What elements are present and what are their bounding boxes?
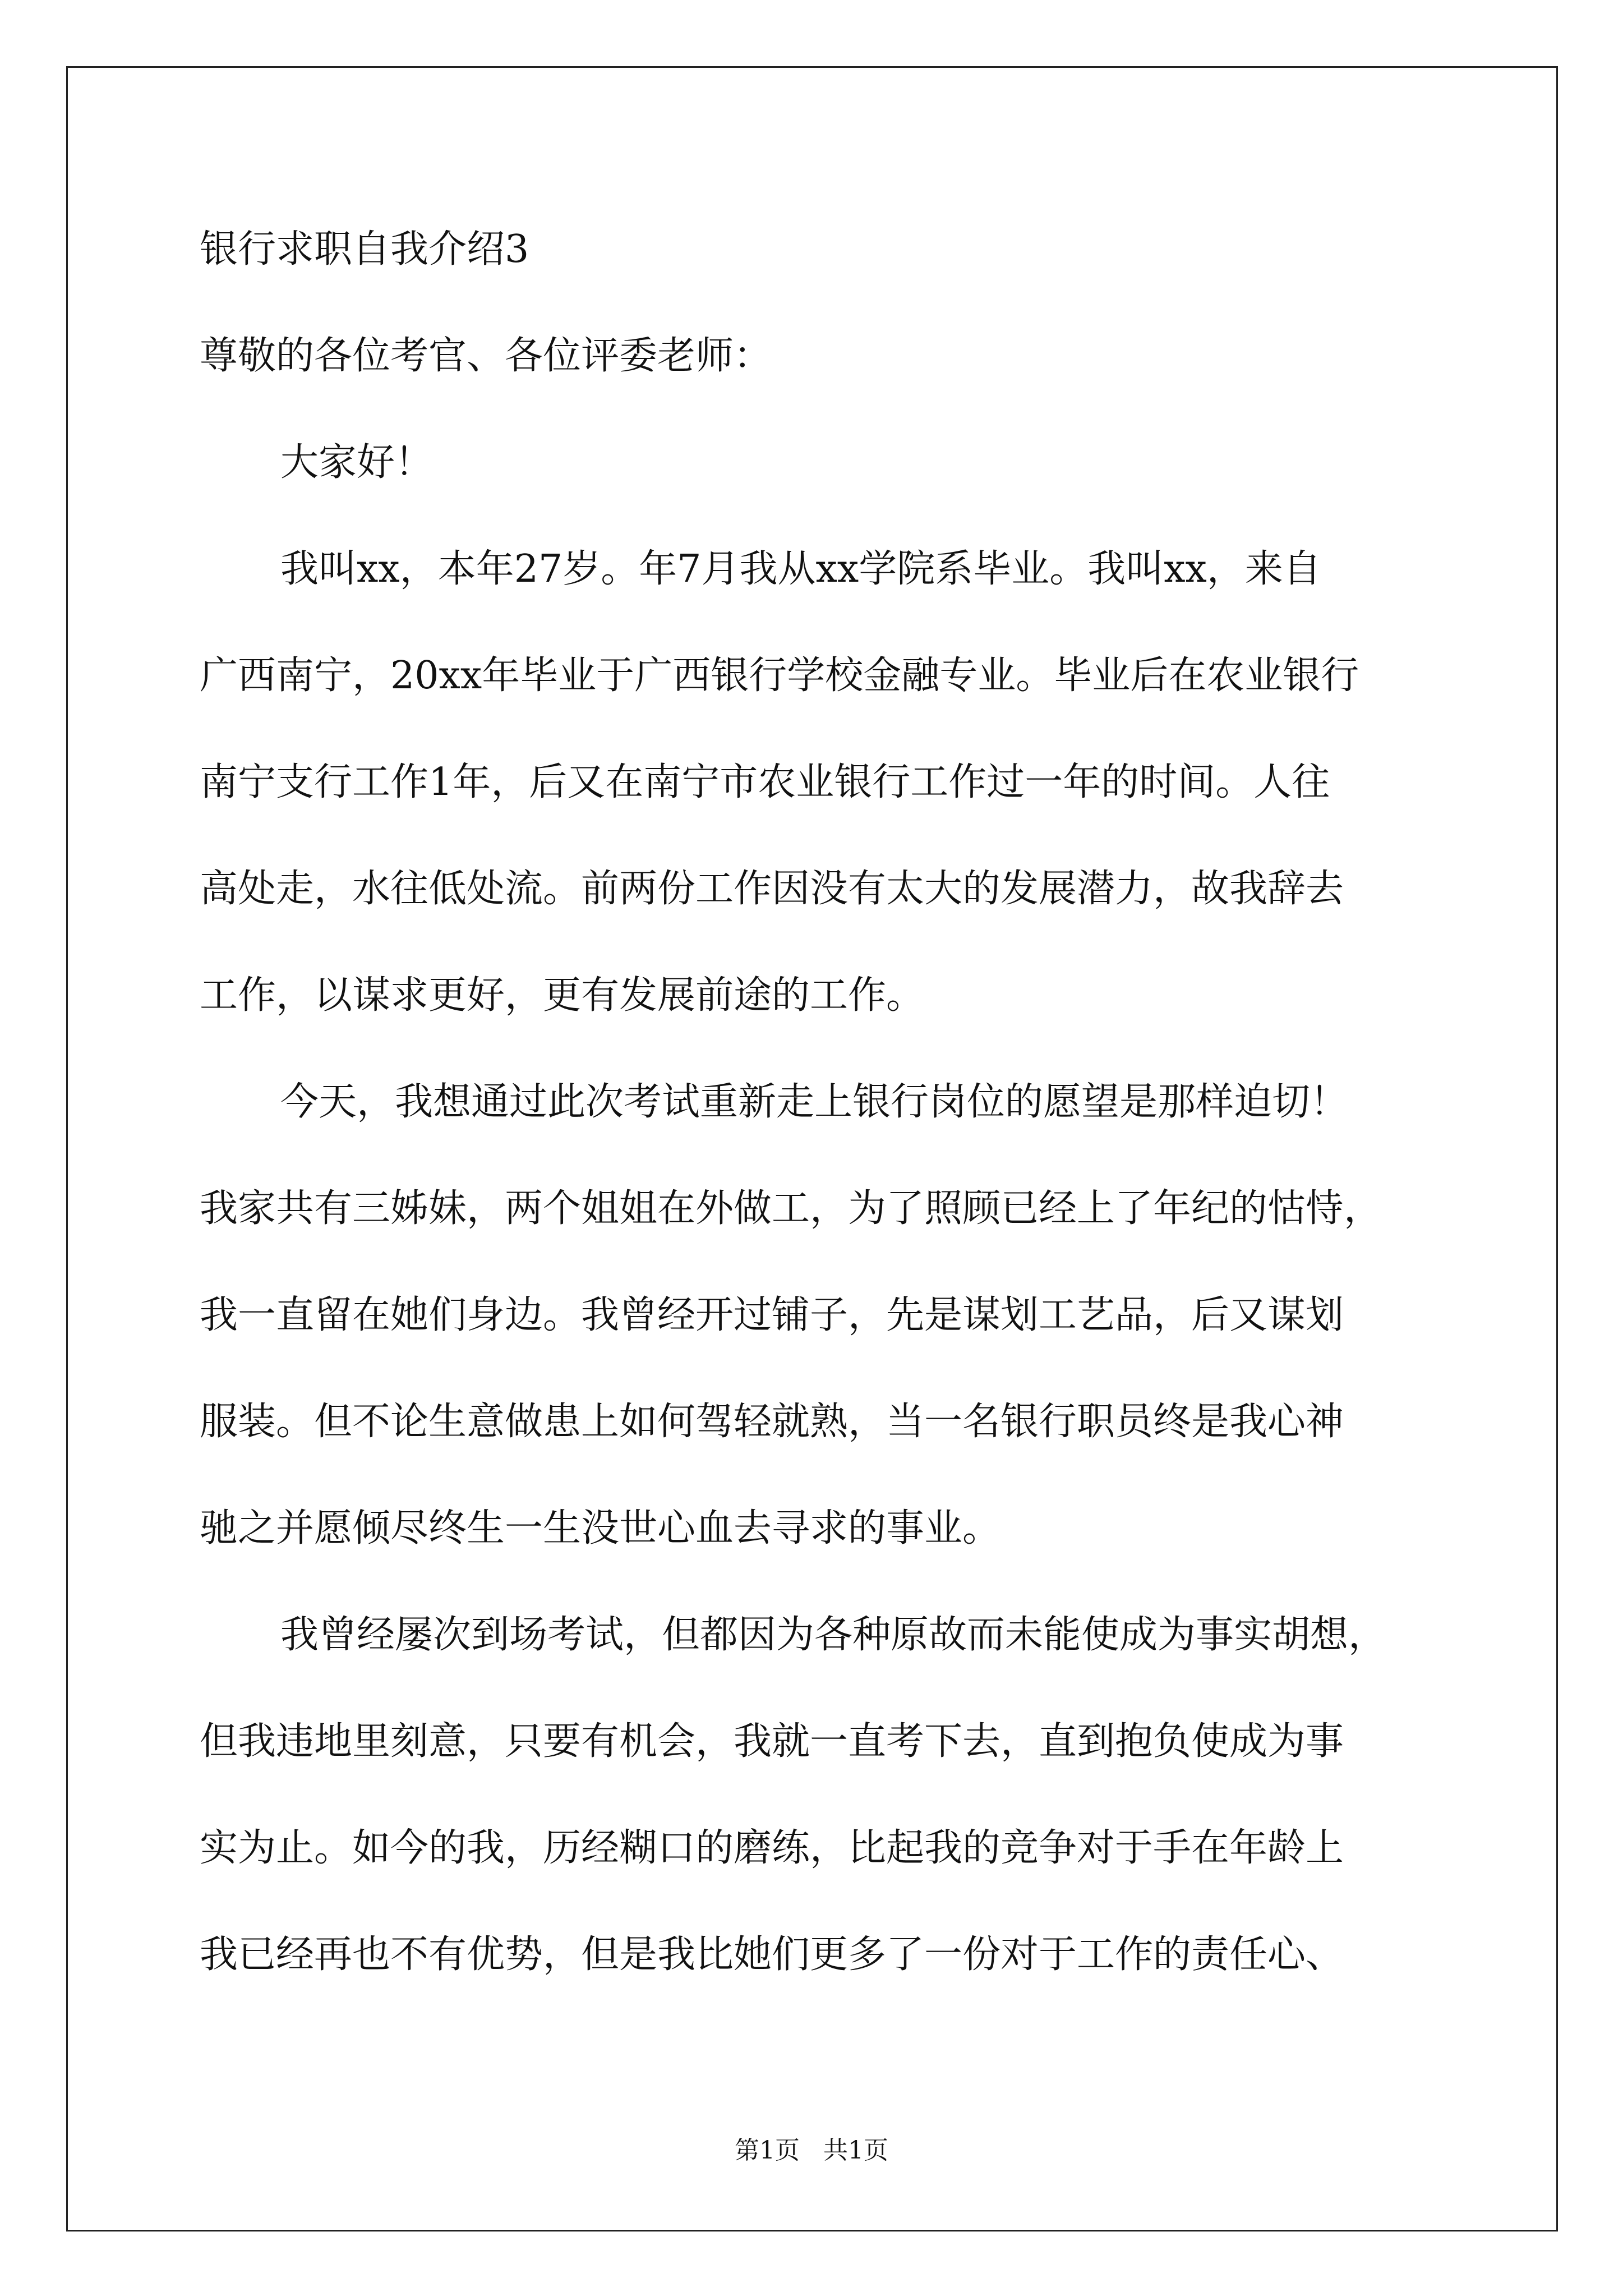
page-number-footer: 第1页 共1页 — [735, 2136, 888, 2165]
paragraph2-line1: 今天，我想通过此次考试重新走上银行岗位的愿望是那样迫切！ — [280, 1080, 1349, 1124]
paragraph1-line2: 广西南宁，20xx年毕业于广西银行学校金融专业。毕业后在农业银行 — [200, 654, 1359, 698]
greeting: 大家好！ — [280, 440, 434, 485]
salutation: 尊敬的各位考官、各位评委老师： — [200, 334, 772, 378]
page-border — [66, 66, 1558, 2231]
paragraph1-line1: 我叫xx，本年27岁。年7月我从xx学院系毕业。我叫xx，来自 — [280, 547, 1321, 591]
paragraph1-line5: 工作，以谋求更好，更有发展前途的工作。 — [200, 973, 925, 1018]
paragraph2-line4: 服装。但不论生意做患上如何驾轻就熟，当一名银行职员终是我心神 — [200, 1400, 1344, 1444]
paragraph3-line4: 我已经再也不有优势，但是我比她们更多了一份对于工作的责任心、 — [200, 1932, 1344, 1977]
paragraph2-line2: 我家共有三姊妹，两个姐姐在外做工，为了照顾已经上了年纪的怙恃， — [200, 1186, 1382, 1231]
paragraph1-line4: 高处走，水往低处流。前两份工作因没有太大的发展潜力，故我辞去 — [200, 867, 1344, 911]
paragraph3-line3: 实为止。如今的我，历经糊口的磨练，比起我的竞争对于手在年龄上 — [200, 1826, 1344, 1870]
document-title: 银行求职自我介绍3 — [200, 227, 529, 272]
paragraph3-line2: 但我违地里刻意，只要有机会，我就一直考下去，直到抱负使成为事 — [200, 1719, 1344, 1764]
paragraph1-line3: 南宁支行工作1年，后又在南宁市农业银行工作过一年的时间。人往 — [200, 760, 1330, 804]
paragraph2-line5: 驰之并愿倾尽终生一生没世心血去寻求的事业。 — [200, 1506, 1001, 1550]
paragraph2-line3: 我一直留在她们身边。我曾经开过铺子，先是谋划工艺品，后又谋划 — [200, 1293, 1344, 1337]
paragraph3-line1: 我曾经屡次到场考试，但都因为各种原故而未能使成为事实胡想， — [280, 1613, 1387, 1657]
